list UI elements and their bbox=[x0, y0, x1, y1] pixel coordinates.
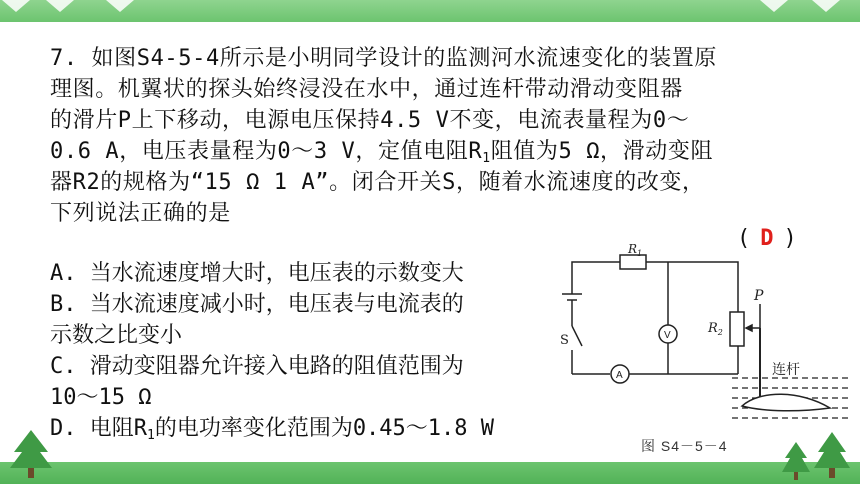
option-b-cont: 示数之比变小 bbox=[50, 323, 183, 348]
question-line-part: 0.6 A，电压表量程为0～3 V，定值电阻R bbox=[50, 139, 483, 164]
option-d-part: D. 电阻R bbox=[50, 416, 147, 441]
r2-label: R bbox=[708, 321, 718, 336]
question-line: 下列说法正确的是 bbox=[50, 201, 231, 226]
option-c: C. 滑动变阻器允许接入电路的阻值范围为 bbox=[50, 354, 464, 379]
r2-sub: 2 bbox=[717, 328, 723, 337]
ammeter-label: A bbox=[616, 370, 623, 381]
question-line: 7. 如图S4-5-4所示是小明同学设计的监测河水流速变化的装置原 bbox=[50, 46, 718, 71]
slider-p-label: P bbox=[754, 288, 764, 304]
option-a: A. 当水流速度增大时，电压表的示数变大 bbox=[50, 261, 464, 286]
option-d-part: 的电功率变化范围为0.45～1.8 W bbox=[154, 416, 495, 441]
circuit-diagram bbox=[560, 242, 850, 460]
answer-letter: D bbox=[760, 226, 774, 251]
r1-sub: 1 bbox=[637, 249, 643, 258]
question-line bbox=[50, 137, 840, 168]
answer-bracket bbox=[737, 226, 797, 251]
top-decor-band bbox=[0, 0, 860, 22]
voltmeter-label: V bbox=[664, 330, 671, 341]
question-line: 器R2的规格为“15 Ω 1 A”。闭合开关S，随着水流速度的改变， bbox=[50, 170, 705, 195]
question-text bbox=[50, 44, 840, 230]
svg-text:R2 bbox=[707, 321, 723, 337]
paren-close: ) bbox=[783, 226, 797, 251]
option-d bbox=[50, 413, 560, 444]
bottom-decor-band bbox=[0, 462, 860, 484]
subscript: 1 bbox=[482, 151, 491, 166]
option-c-cont: 10～15 Ω bbox=[50, 385, 152, 410]
question-line: 的滑片P上下移动，电源电压保持4.5 V不变，电流表量程为0～ bbox=[50, 108, 690, 133]
wing-probe bbox=[742, 394, 830, 411]
rod-label: 连杆 bbox=[772, 362, 800, 378]
question-line: 理图。机翼状的探头始终浸没在水中，通过连杆带动滑动变阻器 bbox=[50, 77, 683, 102]
r1-label: R bbox=[628, 242, 638, 256]
svg-text:R1 bbox=[627, 242, 642, 258]
switch-label: S bbox=[560, 333, 569, 348]
figure-caption: 图 S4－5－4 bbox=[641, 438, 728, 454]
paren-open: ( bbox=[737, 226, 751, 251]
options-list bbox=[50, 258, 560, 444]
question-line-part: 阻值为5 Ω，滑动变阻 bbox=[490, 139, 714, 164]
subscript: 1 bbox=[146, 428, 155, 443]
option-b: B. 当水流速度减小时，电压表与电流表的 bbox=[50, 292, 464, 317]
resistor-r2 bbox=[730, 312, 744, 346]
